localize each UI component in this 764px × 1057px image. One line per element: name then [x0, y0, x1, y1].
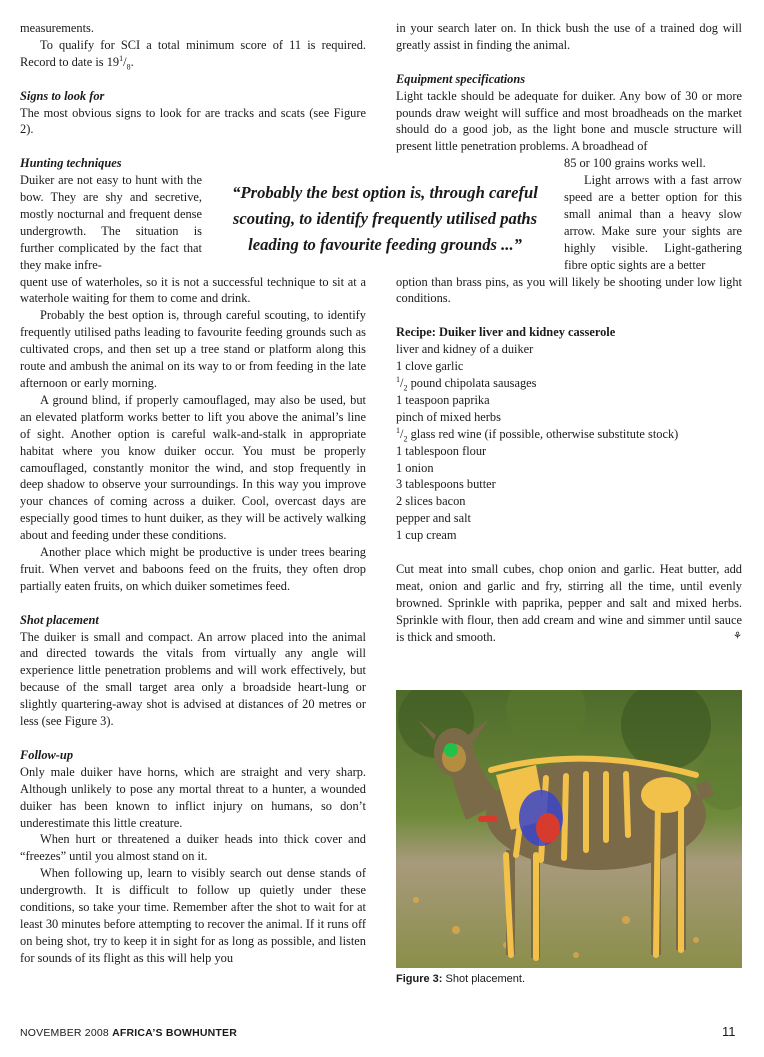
list-item: 2 slices bacon — [396, 494, 466, 509]
left-column — [20, 20, 366, 967]
pull-quote: “Probably the best option is, through careful scouting, to identify frequently utilised paths leading to favourite feeding grounds ...” — [232, 183, 538, 254]
list-item: liver and kidney of a duiker — [396, 342, 534, 357]
list-item: 1 teaspoon paprika — [396, 392, 490, 407]
list-item: 1 cup cream — [396, 528, 457, 543]
figure-caption: Figure 3: Shot placement. — [396, 973, 526, 985]
paragraph: Light tackle should be adequate for duiker. Any bow of 30 or more pounds draw weight will suffice and most broadheads on the market should do a good job, as the light bone and muscle structure will present little penetration problems. A broadhead of — [396, 88, 742, 154]
paragraph: To qualify for SCI a total minimum score of 11 is required. Record to date is $19^1/_8$. — [20, 37, 366, 72]
paragraph: The duiker is small and compact. An arrow placed into the animal and directed towards the vitals from virtually any angle will experience little penetration problems and will work effectively, but because of the small target area only a broadside heart-lung or slightly quartering-away shot is advised at distances of 20 metres or less (see Figure 3). — [20, 629, 366, 729]
duiker-illustration — [396, 690, 742, 968]
paragraph: When following up, learn to visibly search out dense stands of undergrowth. It is difficult to follow up quietly under these conditions, so take your time. Remember after the shot to wait for at least 30 minutes before attempting to recover the animal. If it runs off on being shot, try to keep it in sight for as long as possible, and listen for sounds of its flight as this will help you — [20, 866, 366, 965]
recipe-title: Recipe: Duiker liver and kidney casserole — [396, 325, 616, 340]
paragraph: Probably the best option is, through careful scouting, to identify frequently utilised paths leading to favourite feeding grounds such as cultivated crops, and then set up a tree stand or platform along this route and ambush the animal on its way to or from feeding in the late afternoon or early morning. — [20, 308, 366, 390]
paragraph: quent use of waterholes, so it is not a successful technique to sit at a waterhole waiting for them to come and drink. — [20, 274, 366, 306]
section-heading-signs: Signs to look for — [20, 88, 105, 103]
paragraph: Only male duiker have horns, which are straight and very sharp. Although unlikely to pose any mortal threat to a hunter, a wounded duiker has been known to inflict injury on humans, so don’t underestimate this little creature. — [20, 764, 366, 830]
section-heading-followup: Follow-up — [20, 747, 74, 762]
section-heading-hunting: Hunting techniques — [20, 156, 122, 171]
right-column — [396, 20, 742, 645]
ingredient-list — [396, 341, 742, 544]
paragraph: Another place which might be productive is under trees bearing fruit. When vervet and baboons feed on the fruits, they often drop partially eaten fruits, on which duiker sometimes feed. — [20, 545, 366, 593]
paragraph: The most obvious signs to look for are tracks and scats (see Figure 2). — [20, 105, 366, 137]
recipe-method: Cut meat into small cubes, chop onion and garlic. Heat butter, add meat, onion and garlic and fry, stirring all the time, until evenly browned. Sprinkle with paprika, pepper and salt and mixed herbs. Sprinkle with flour, then add cream and wine and simmer until sauce is thick and smooth. ⚘ — [396, 561, 742, 644]
figure-shot-placement — [396, 690, 742, 968]
paragraph: measurements. — [20, 21, 94, 35]
list-item: 3 tablespoons butter — [396, 477, 496, 492]
section-heading-equipment: Equipment specifications — [396, 71, 526, 86]
list-item: 1 clove garlic — [396, 359, 464, 374]
page-number: 11 — [722, 1024, 736, 1039]
head-target-marker — [444, 743, 458, 757]
list-item: 1 onion — [396, 460, 434, 475]
paragraph: option than brass pins, as you will likely be shooting under low light conditions. — [396, 274, 742, 306]
end-mark-icon: ⚘ — [733, 630, 742, 642]
list-item: pepper and salt — [396, 511, 472, 526]
paragraph: When hurt or threatened a duiker heads into thick cover and “freezes” until you almost stand on it. — [20, 832, 366, 864]
footer-publication: NOVEMBER 2008 AFRICA’S BOWHUNTER — [20, 1027, 238, 1039]
list-item: pinch of mixed herbs — [396, 409, 501, 424]
paragraph: 85 or 100 grains works well. — [564, 156, 706, 171]
list-item: 1 tablespoon flour — [396, 443, 487, 458]
list-item: $^1/_2$ glass red wine (if possible, otherwise substitute stock) — [396, 425, 679, 444]
paragraph: A ground blind, if properly camouflaged, may also be used, but an elevated platform works better to lift you above the animal’s line of sight. Another option is careful walk-and-stalk in appropriate habitat where you know duiker occur. You must be properly camouflaged, constantly monitor the wind, and stop frequently in deep shadow to observe your surroundings. In this way you improve your chances of coming across a duiker. Cool, overcast days are especially good times to hunt duiker, as they will be actively walking about and feeding under these conditions. — [20, 392, 366, 543]
list-item: $^1/_2$ pound chipolata sausages — [396, 374, 537, 393]
paragraph: Light arrows with a fast arrow speed are a better option for this small animal than a heavy slow arrow. Make sure your sights are highly visible. Light-gathering fibre optic sights are a better — [564, 173, 742, 272]
section-heading-shot: Shot placement — [20, 612, 99, 627]
paragraph: in your search later on. In thick bush the use of a trained dog will greatly assist in finding the animal. — [396, 21, 742, 52]
paragraph: Duiker are not easy to hunt with the bow. They are shy and secretive, mostly nocturnal and frequent dense undergrowth. The situation is further complicated by the fact that they make infre- — [20, 173, 202, 272]
